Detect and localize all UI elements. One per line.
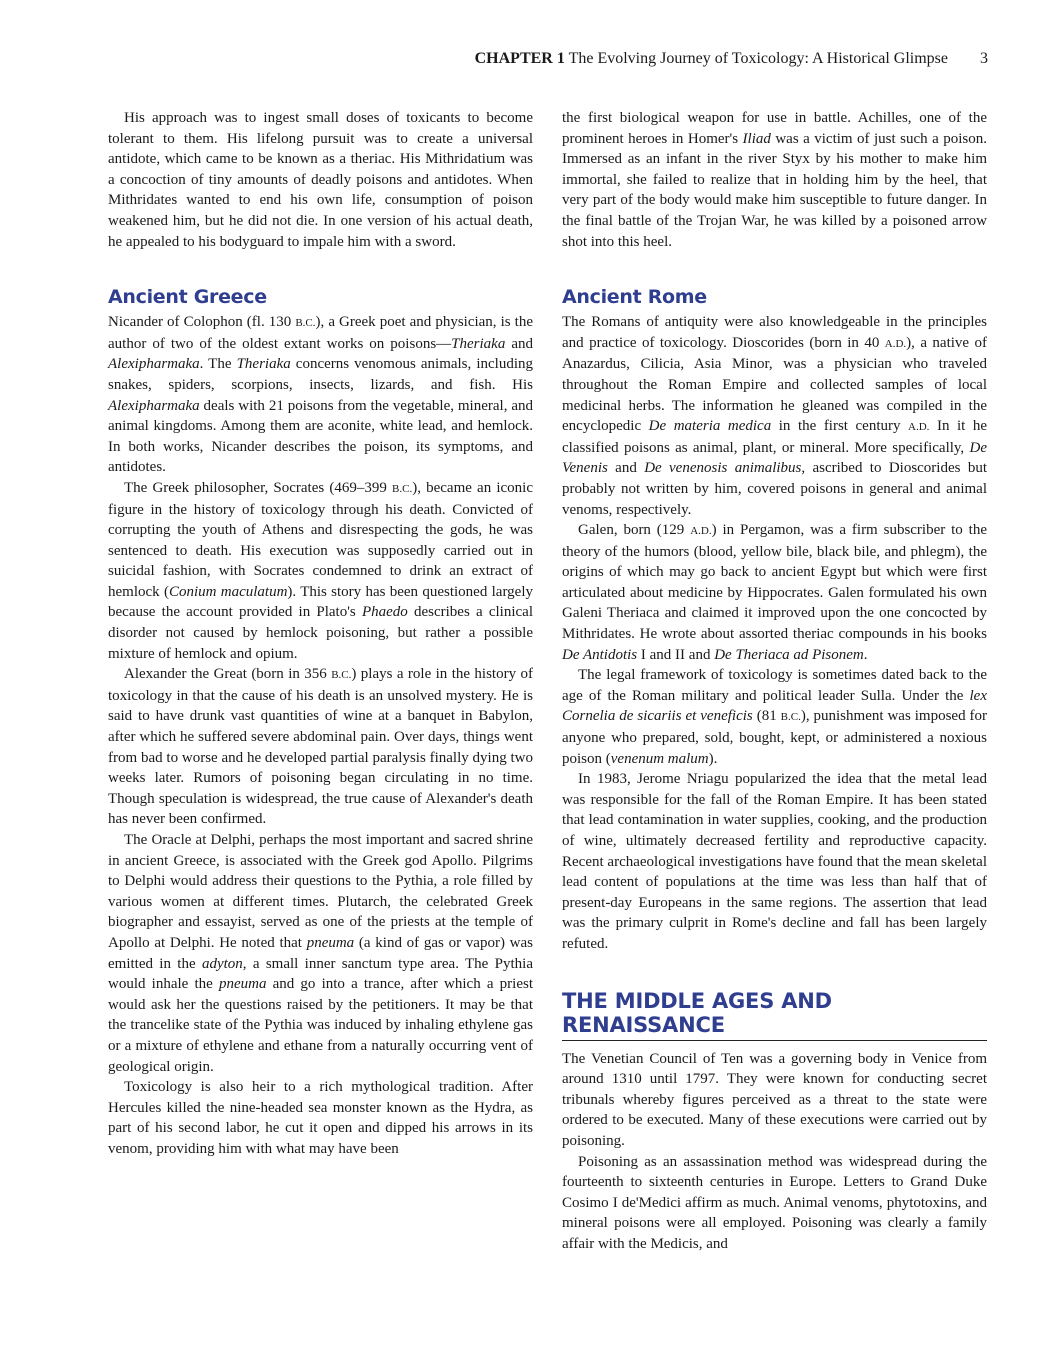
chapter-label: CHAPTER 1 (474, 50, 565, 67)
paragraph-socrates: The Greek philosopher, Socrates (469–399 B.C.), became an iconic figure in the history of toxicology through his death. Convicted of corrupting the youth of Athens and disrespecting the gods, he was sentenced to death. His execution was supposedly carried out in suicidal fashion, with Socrates condemned to drink an extract of hemlock (Conium maculatum). This story has been questioned largely because the account provided in Plato's Phaedo describes a clinical disorder not caused by hemlock poisoning, but rather a possible mixture of hemlock and opium. (108, 479, 534, 662)
intro-paragraph: His approach was to ingest small doses of toxicants to become tolerant to them. His lifelong pursuit was to create a universal antidote, which came to be known as a theriac. His Mithridatium was a concoction of tiny amounts of deadly poisons and antidotes. When Mithridates wanted to end his own life, consumption of poison weakened him, but he did not die. In one version of his actual death, he appealed to his bodyguard to impale him with a sword. (108, 110, 533, 250)
paragraph-venetian-council: The Venetian Council of Ten was a governing body in Venice from around 1310 until 1797. They were known for conducting secret tribunals whereby figures perceived as a threat to the state were ordered to be executed. Many of these executions were carried out by poisoning. (562, 1050, 987, 1149)
section-heading-ancient-rome: Ancient Rome (562, 286, 707, 309)
page-number: 3 (980, 50, 988, 67)
right-column (562, 108, 987, 1255)
paragraph-sulla: The legal framework of toxicology is sometimes dated back to the age of the Roman military and political leader Sulla. Under the lex Cornelia de sicariis et veneficis (81 B.C.), punishment was imposed for anyone who prepared, sold, bought, kept, or administered a noxious poison (venenum malum). (562, 667, 987, 767)
left-column (108, 108, 533, 1160)
running-header (108, 50, 988, 80)
paragraph-delphi: The Oracle at Delphi, perhaps the most important and sacred shrine in ancient Greece, is associated with the Greek god Apollo. Pilgrims to Delphi would address their questions to the Pythia, a role filled by various women at different times. Plutarch, the celebrated Greek biographer and essayist, served as one of the priests at the temple of Apollo at Delphi. He noted that pneuma (a kind of gas or vapor) was emitted in the adyton, a small inner sanctum type area. The Pythia would inhale the pneuma and go into a trance, after which a priest would ask her the questions raised by the petitioners. It may be that the trancelike state of the Pythia was induced by inhaling ethylene gas or a mixture of ethylene and ethane from a naturally occurring vent of geological origin. (108, 832, 533, 1075)
paragraph-galen: Galen, born (129 A.D.) in Pergamon, was a firm subscriber to the theory of the humors (blood, yellow bile, black bile, and phlegm), the origins of which may go back to ancient Egypt but which were first articulated about medicine by Hippocrates. Galen formulated his own Galeni Theriaca and claimed it improved upon the one concocted by Mithridates. He wrote about assorted theriac compounds in his books De Antidotis I and II and De Theriaca ad Pisonem. (562, 522, 987, 663)
paragraph-nicander: Nicander of Colophon (fl. 130 B.C.), a Greek poet and physician, is the author of two of the oldest extant works on poisons—Theriaka and Alexipharmaka. The Theriaka concerns venomous animals, including snakes, spiders, scorpions, insects, lizards, and fish. His Alexipharmaka deals with 21 poisons from the vegetable, mineral, and animal kingdoms. Among them are aconite, white lead, and hemlock. In both works, Nicander describes the poison, its symptoms, and antidotes. (108, 314, 533, 476)
chapter-title: The Evolving Journey of Toxicology: A Historical Glimpse (568, 50, 948, 67)
section-heading-ancient-greece: Ancient Greece (108, 286, 267, 309)
paragraph-poisoning-assassination: Poisoning as an assassination method was widespread during the fourteenth to sixteenth centuries in Europe. Letters to Grand Duke Cosimo I de'Medici affirm as much. Animal venoms, phytotoxins, and mineral poisons were all employed. Poisoning was clearly a family affair with the Medicis, and (562, 1153, 987, 1252)
paragraph-lead: In 1983, Jerome Nriagu popularized the idea that the metal lead was responsible for the fall of the Roman Empire. It has been stated that lead contamination in water supplies, cooking, and the production of wine, ultimately decreased fertility and reproductive capacity. Recent archaeological investigations have found that the mean skeletal lead content of populations at the time was less than half that of present-day Europeans in the same regions. The assertion that lead was the primary culprit in Rome's decline and fall has been largely refuted. (562, 771, 987, 952)
paragraph-dioscorides: The Romans of antiquity were also knowledgeable in the principles and practice of toxicology. Dioscorides (born in 40 A.D.), a native of Anazardus, Cilicia, Asia Minor, was a physician who traveled throughout the Roman Empire and collected samples of local medicinal herbs. The information he gleaned was compiled in the encyclopedic De materia medica in the first century A.D. In it he classified poisons as animal, plant, or mineral. More specifically, De Venenis and De venenosis animalibus, ascribed to Dioscorides but probably not written by him, covered poisons in general and animal venoms, respectively. (562, 314, 988, 518)
paragraph-alexander: Alexander the Great (born in 356 B.C.) plays a role in the history of toxicology in that the cause of his death is an unsolved mystery. He is said to have drunk vast quantities of wine at a banquet in Babylon, after which he suffered severe abdominal pain. Over days, things went from bad to worse and he developed partial paralysis finally dying two weeks later. Rumors of poisoning began circulating in no time. Though speculation is widespread, the true cause of Alexander's death has never been confirmed. (108, 666, 533, 828)
paragraph-continuation: the first biological weapon for use in battle. Achilles, one of the prominent heroes in Homer's Iliad was a victim of just such a poison. Immersed as an infant in the river Styx by his mother to make him immortal, she failed to realize that in holding him by the heel, that very part of the body would make him susceptible to future danger. In the final battle of the Trojan War, he was killed by a poisoned arrow shot into this heel. (562, 110, 987, 250)
section-heading-middle-ages: THE MIDDLE AGES AND RENAISSANCE (562, 989, 987, 1041)
paragraph-mythology: Toxicology is also heir to a rich mythological tradition. After Hercules killed the nine-headed sea monster known as the Hydra, as part of his second labor, he cut it open and dipped his arrows in its venom, providing him with what may have been (108, 1079, 533, 1157)
